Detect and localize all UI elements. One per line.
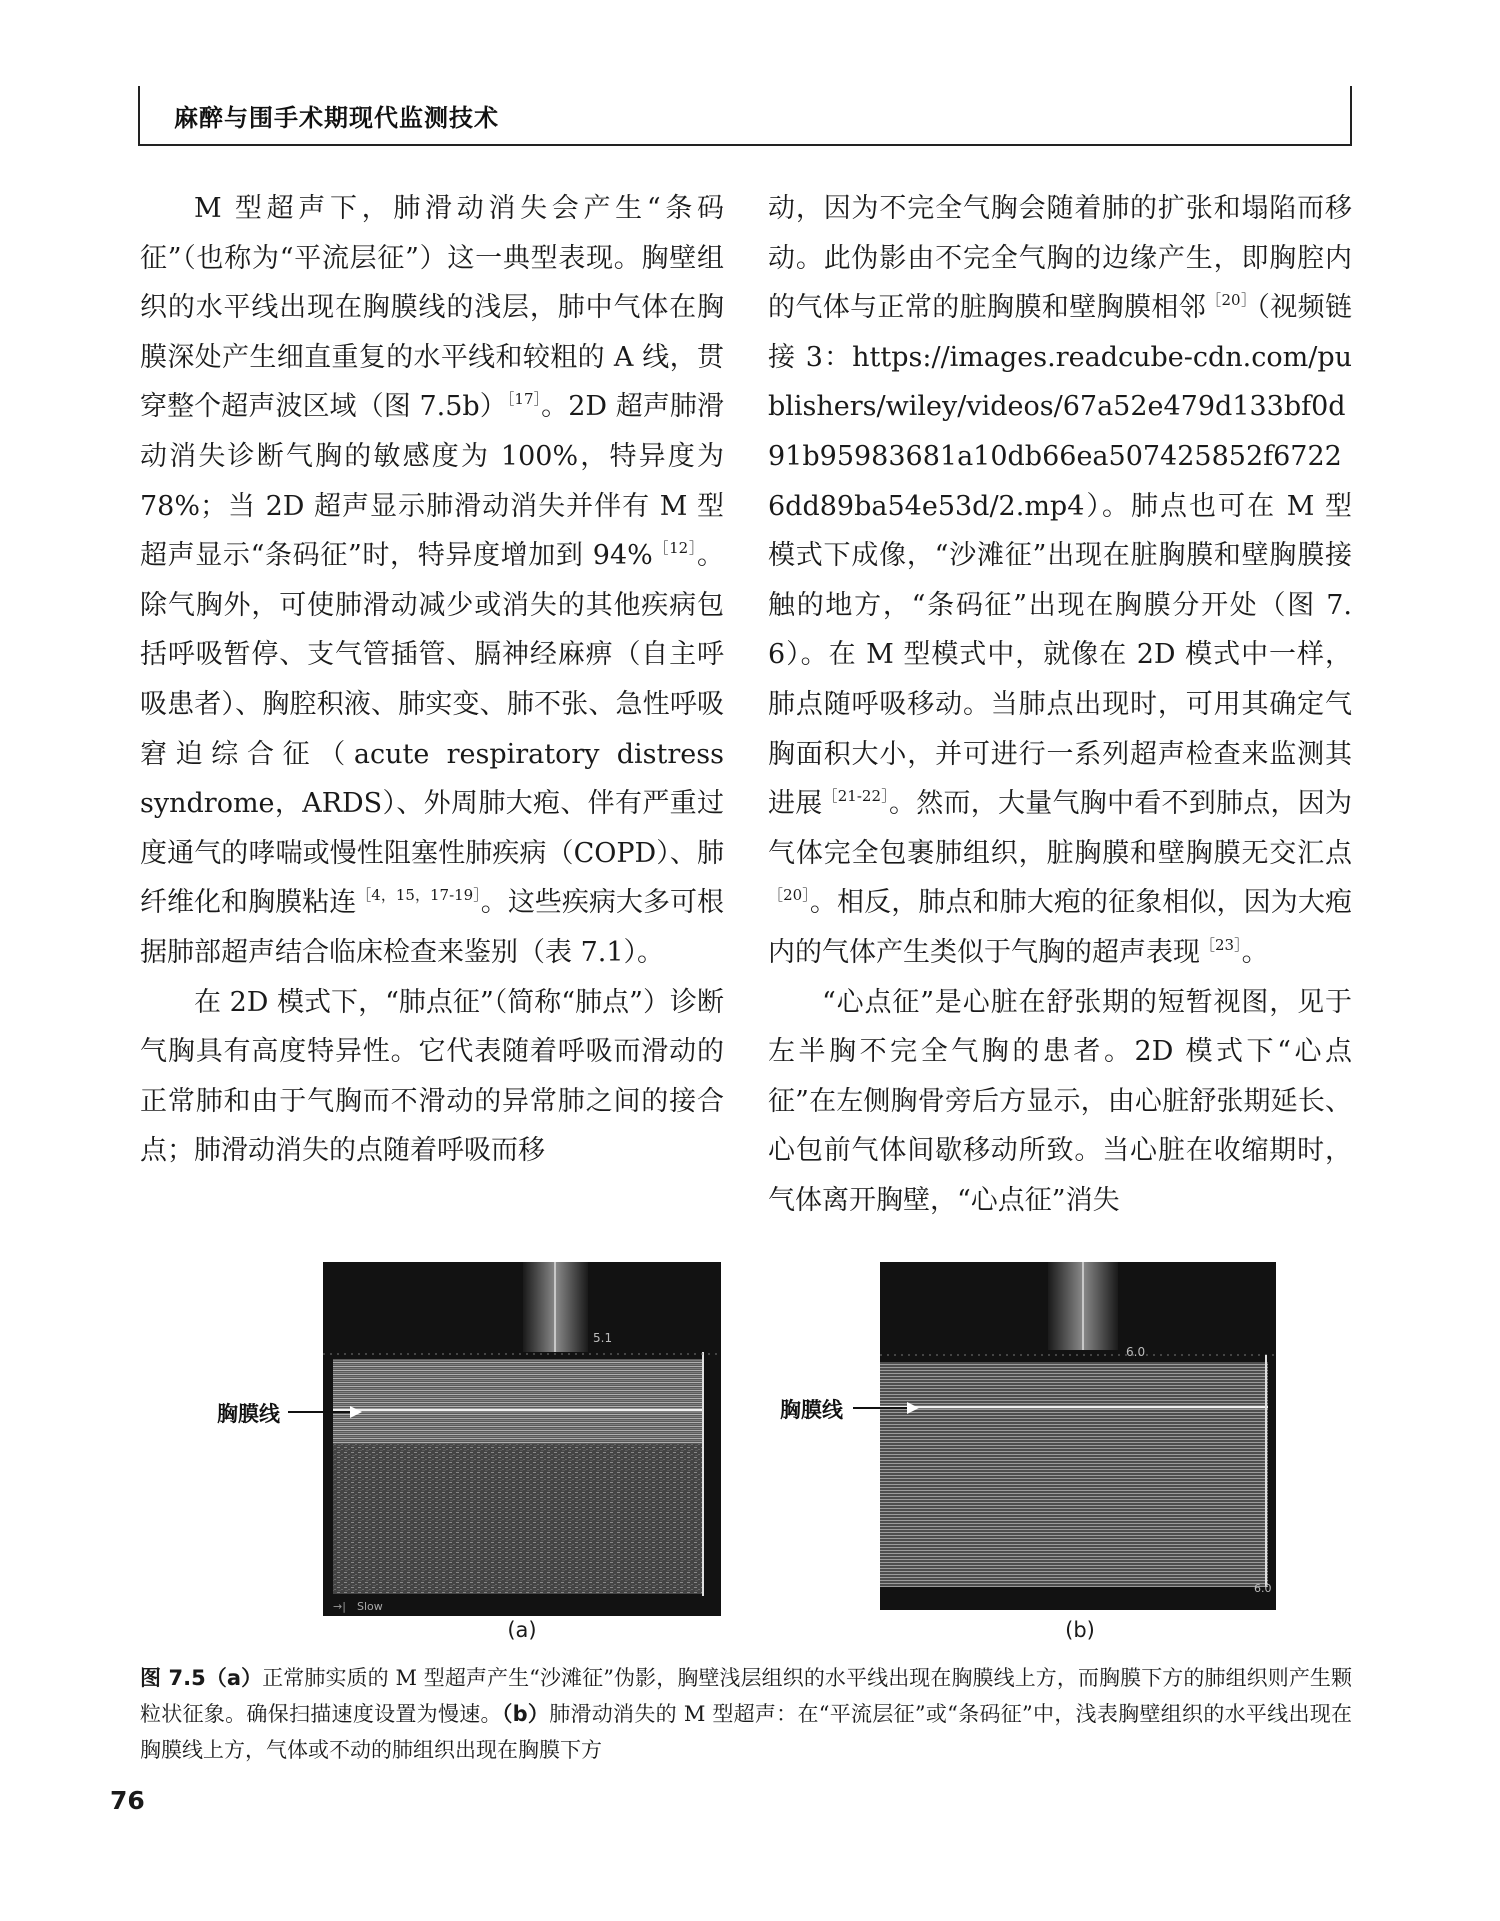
- ultrasound-panel-b: [880, 1262, 1276, 1610]
- depth-readout-b: 6.0: [1126, 1345, 1146, 1359]
- panel-b-label: (b): [1065, 1618, 1095, 1642]
- text-span: 。然而，大量气胸中看不到肺点，因为气体完全包裹肺组织，脏胸膜和壁胸膜无交汇点: [768, 788, 1352, 869]
- citation-ref: ［4，15，17-19］: [356, 886, 481, 905]
- text-span: 。除气胸外，可使肺滑动减少或消失的其他疾病包括呼吸暂停、支气管插管、膈神经麻痹（自主呼吸患者）、胸腔积液、肺实变、肺不张、急性呼吸窘迫综合征（acute respiratory distress syndrome，ARDS）、外周肺大疱、伴有严重过度通气的哮喘或慢性阻塞性肺疾病（COPD）、肺纤维化和胸膜粘连: [140, 540, 724, 919]
- page-number: 76: [110, 1786, 145, 1815]
- text-span: 。相反，肺点和肺大疱的征象相似，因为大疱内的气体产生类似于气胸的超声表现: [768, 887, 1352, 968]
- text-span: 。: [1241, 936, 1269, 968]
- pleural-line-label-b: 胸膜线: [780, 1398, 843, 1422]
- left-paragraph-1: [140, 184, 724, 978]
- right-paragraph-1: [768, 184, 1352, 978]
- left-paragraph-2: 在 2D 模式下，“肺点征”（简称“肺点”）诊断气胸具有高度特异性。它代表随着呼吸而滑动的正常肺和由于气胸而不滑动的异常肺之间的接合点；肺滑动消失的点随着呼吸而移: [140, 986, 724, 1167]
- sweep-speed-label: Slow: [357, 1600, 383, 1613]
- caption-b-label: （b）: [501, 1702, 550, 1726]
- panel-a-label: (a): [507, 1618, 537, 1642]
- text-span: 。2D 超声肺滑动消失诊断气胸的敏感度为 100%，特异度为 78%；当 2D 超声显示肺滑动消失并伴有 M 型超声显示“条码征”时，特异度增加到 94%: [140, 391, 724, 572]
- left-column: [140, 184, 724, 1176]
- arrow-head-icon: [907, 1402, 919, 1414]
- text-span: M 型超声下，肺滑动消失会产生“条码征”（也称为“平流层征”）这一典型表现。胸壁组织的水平线出现在胸膜线的浅层，肺中气体在胸膜深处产生细直重复的水平线和较粗的 A 线，贯穿整个超声波区域（图 7.5b）: [140, 193, 724, 423]
- running-header: [138, 86, 1352, 146]
- citation-ref: ［20］: [1206, 291, 1257, 310]
- caption-b-text: 肺滑动消失的 M 型超声：在“平流层征”或“条码征”中，浅表胸壁组织的水平线出现在胸膜线上方，气体或不动的肺组织出现在胸膜下方: [140, 1702, 1353, 1762]
- text-span: 。这些疾病大多可根据肺部超声结合临床检查来鉴别（表 7.1）。: [140, 887, 725, 968]
- right-column: [768, 184, 1352, 1225]
- pointer-arrow-b: [853, 1407, 909, 1409]
- svg-text:→|: →|: [333, 1600, 346, 1613]
- depth-bottom-readout-b: 6.0: [1254, 1582, 1272, 1595]
- figure-number: 图 7.5: [140, 1666, 206, 1690]
- pointer-arrow-a: [288, 1411, 352, 1413]
- text-span: 动，因为不完全气胸会随着肺的扩张和塌陷而移动。此伪影由不完全气胸的边缘产生，即胸腔内的气体与正常的脏胸膜和壁胸膜相邻: [768, 193, 1352, 324]
- running-header-title: 麻醉与围手术期现代监测技术: [174, 104, 499, 132]
- citation-ref: ［20］: [768, 886, 810, 905]
- caption-a-label: （a）: [205, 1666, 263, 1690]
- citation-ref: ［21-22］: [822, 787, 889, 806]
- text-span: （视频链接 3：https://images.readcube-cdn.com/publishers/wiley/videos/67a52e479d133bf0d91b95983681a10db66ea507425852f67226dd89ba54e53d/2.mp4）。肺点也可在 M 型模式下成像，“沙滩征”出现在脏胸膜和壁胸膜接触的地方，“条码征”出现在胸膜分开处（图 7.6）。在 M 型模式中，就像在 2D 模式中一样，肺点随呼吸移动。当肺点出现时，可用其确定气胸面积大小，并可进行一系列超声检查来监测其进展: [768, 292, 1353, 820]
- figure-caption: [140, 1660, 1352, 1768]
- citation-ref: ［23］: [1200, 935, 1242, 954]
- arrow-head-icon: [350, 1406, 362, 1418]
- citation-ref: ［17］: [506, 390, 542, 409]
- caption-a-text: 正常肺实质的 M 型超声产生“沙滩征”伪影，胸壁浅层组织的水平线出现在胸膜线上方，而胸膜下方的肺组织则产生颗粒状征象。确保扫描速度设置为慢速。: [140, 1666, 1352, 1726]
- pleural-line-label-a: 胸膜线: [217, 1402, 280, 1426]
- ultrasound-panel-a: [323, 1262, 721, 1616]
- right-paragraph-2: “心点征”是心脏在舒张期的短暂视图，见于左半胸不完全气胸的患者。2D 模式下“心点征”在左侧胸骨旁后方显示，由心脏舒张期延长、心包前气体间歇移动所致。当心脏在收缩期时，气体离开胸壁，“心点征”消失: [768, 986, 1352, 1216]
- depth-readout-a: 5.1: [593, 1331, 613, 1345]
- citation-ref: ［12］: [652, 539, 697, 558]
